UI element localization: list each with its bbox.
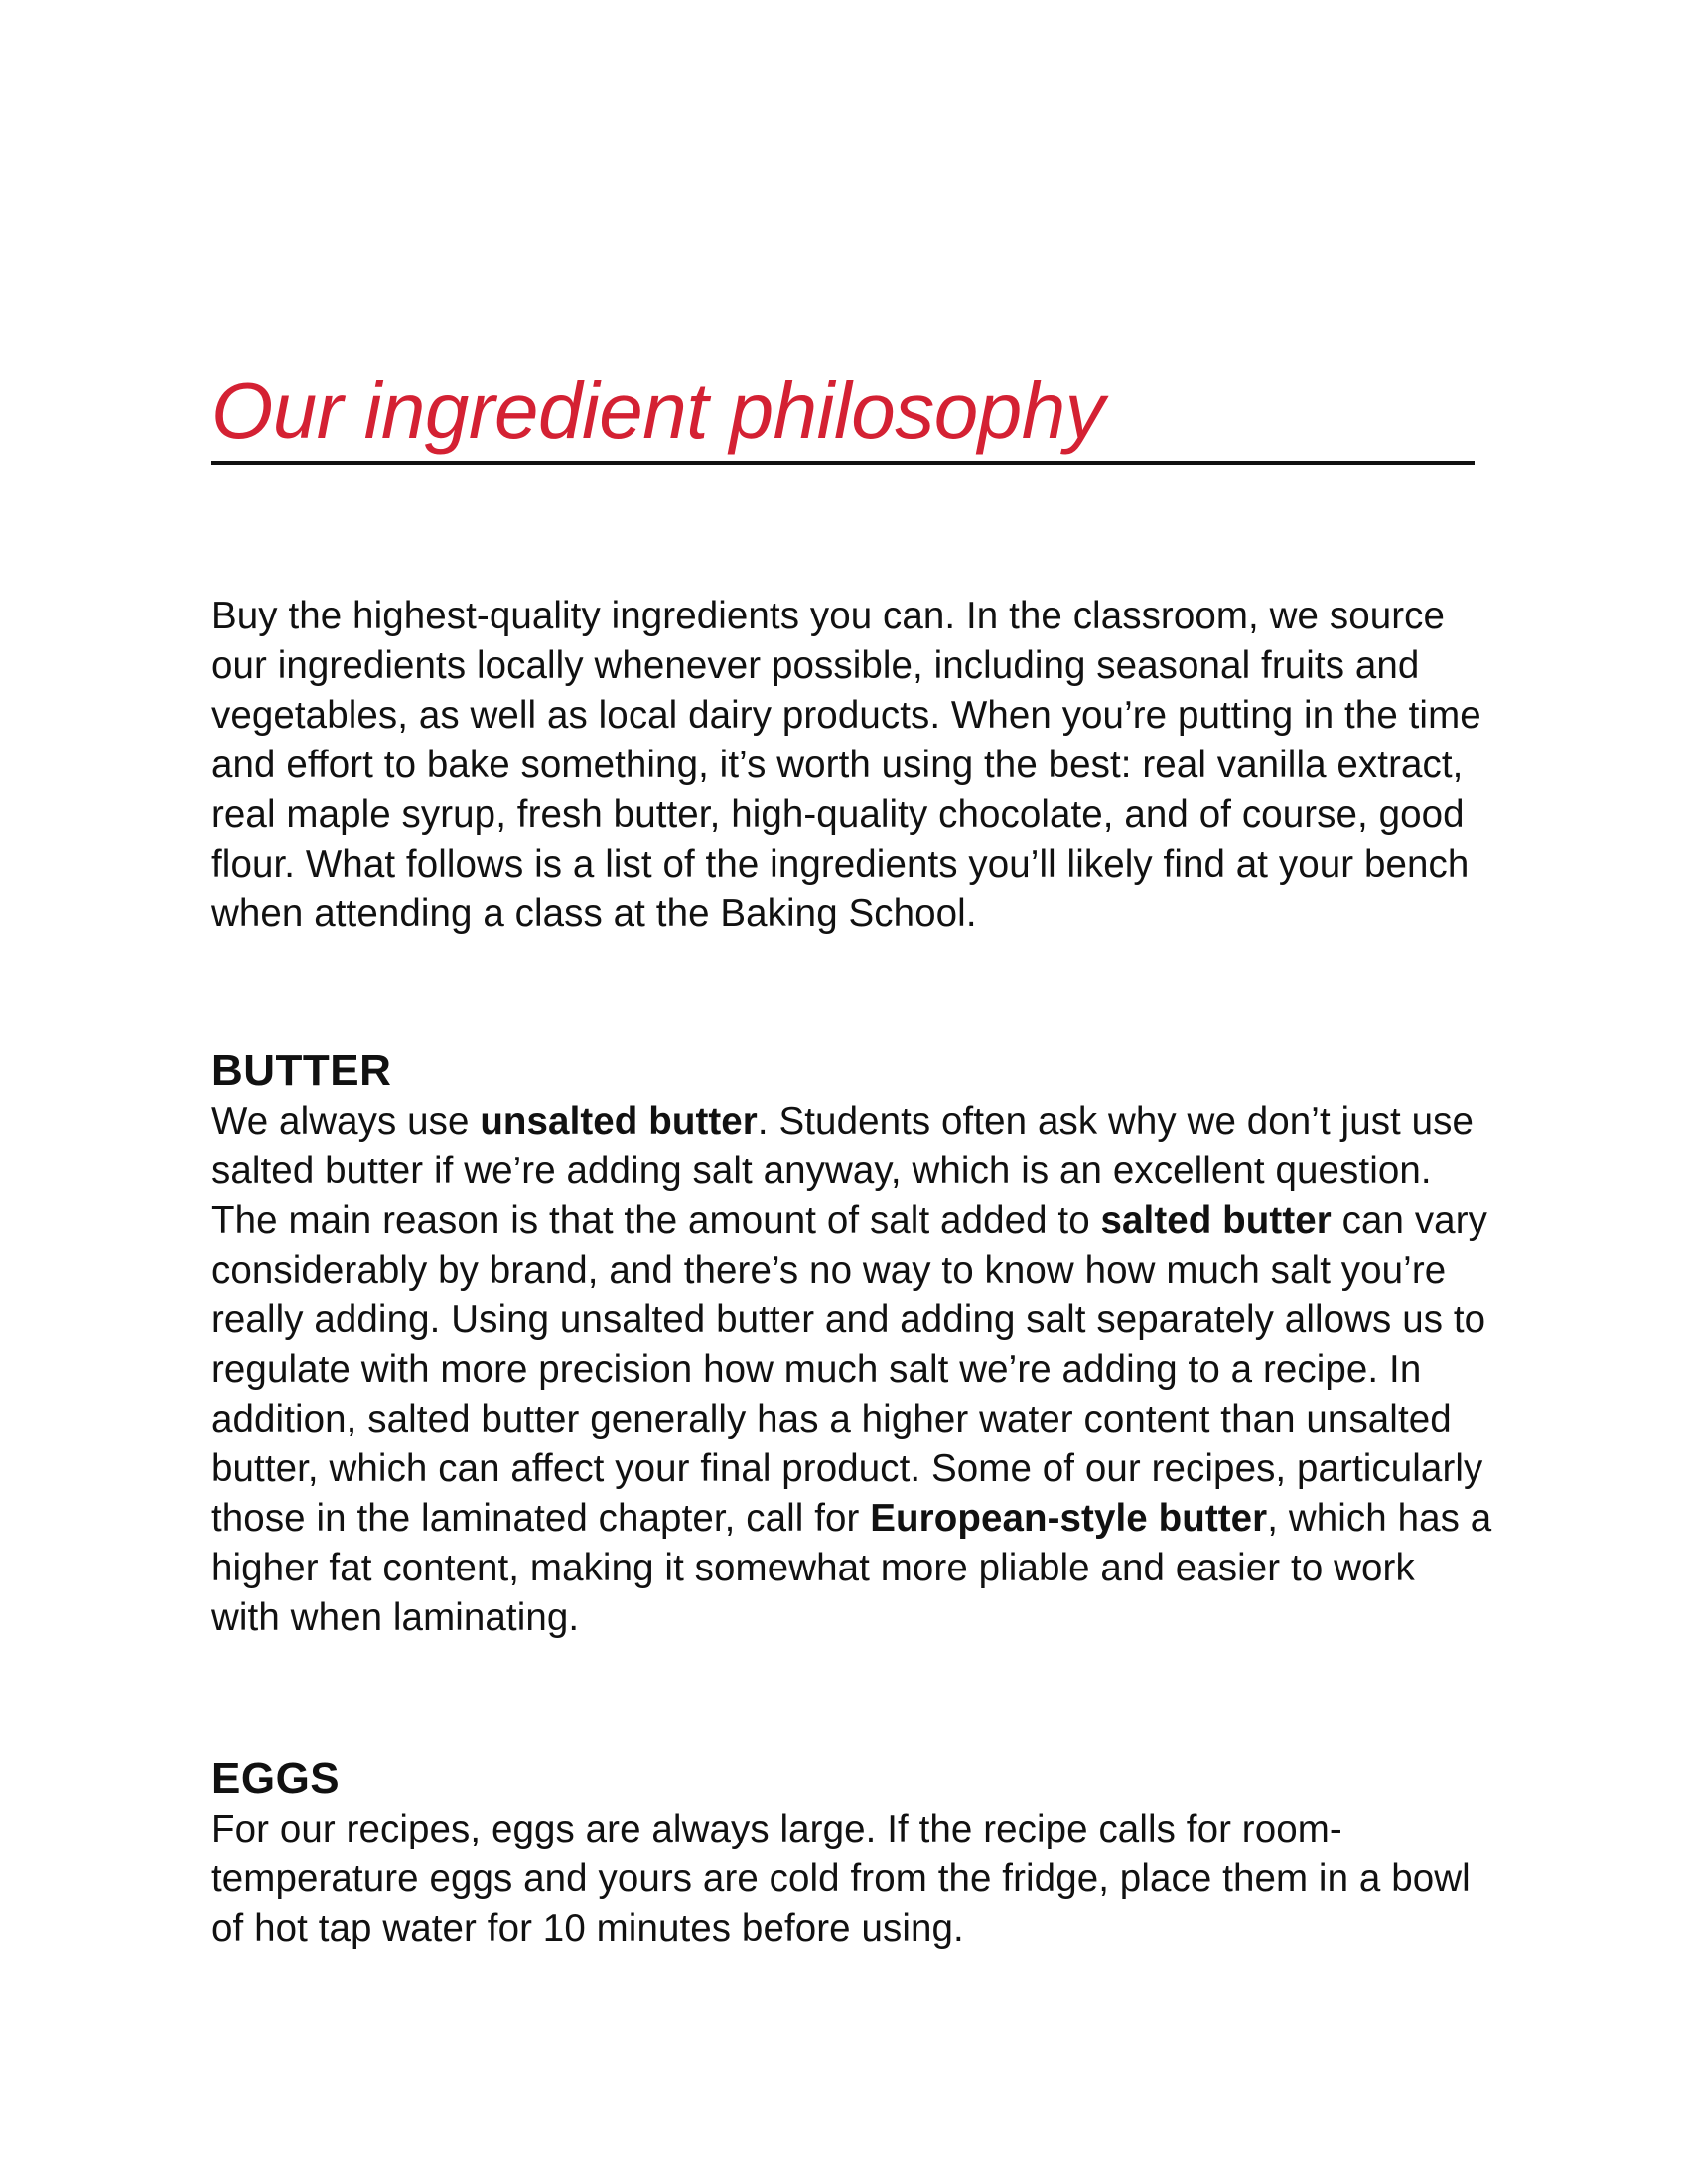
page-title: Our ingredient philosophy: [211, 366, 1105, 455]
eggs-paragraph: For our recipes, eggs are always large. If the recipe calls for room-temperature eggs and yours are cold from the fridge, place them in a bowl of hot tap water for 10 minutes before using.: [211, 1808, 1471, 1950]
document-page: [211, 0, 1492, 2184]
butter-heading: BUTTER: [211, 1046, 392, 1095]
butter-text-1: We always use: [211, 1100, 481, 1143]
intro-paragraph: Buy the highest-quality ingredients you can. In the classroom, we source our ingredients locally whenever possible, including seasonal fruits and vegetables, as well as local dairy products. When you’re putting in the time and effort to bake something, it’s worth using the best: real vanilla extract, real maple syrup, fresh butter, high-quality chocolate, and of course, good flour. What follows is a list of the ingredients you’ll likely find at your bench when attending a class at the Baking School.: [211, 595, 1481, 935]
title-underline-rule: [211, 461, 1475, 465]
unsalted-butter-term: unsalted butter: [480, 1100, 758, 1143]
european-style-butter-term: European-style butter: [870, 1497, 1268, 1540]
eggs-heading: EGGS: [211, 1754, 341, 1803]
butter-text-3: can vary considerably by brand, and there’s no way to know how much salt you’re really adding. Using unsalted butter and adding salt separately allows us to regulate with more precision how much salt we’re adding to a recipe. In addition, salted butter generally has a higher water content than unsalted butter, which can affect your final product. Some of our recipes, particularly those in the laminated chapter, call for: [211, 1199, 1487, 1540]
butter-paragraph: [211, 1097, 1492, 1643]
salted-butter-term: salted butter: [1100, 1199, 1332, 1242]
butter-text-2: . Students often ask why we don’t just use salted butter if we’re adding salt anyway, which is an excellent question. The main reason is that the amount of salt added to: [211, 1100, 1475, 1242]
butter-text-4: , which has a higher fat content, making it somewhat more pliable and easier to work with when laminating.: [211, 1497, 1492, 1639]
